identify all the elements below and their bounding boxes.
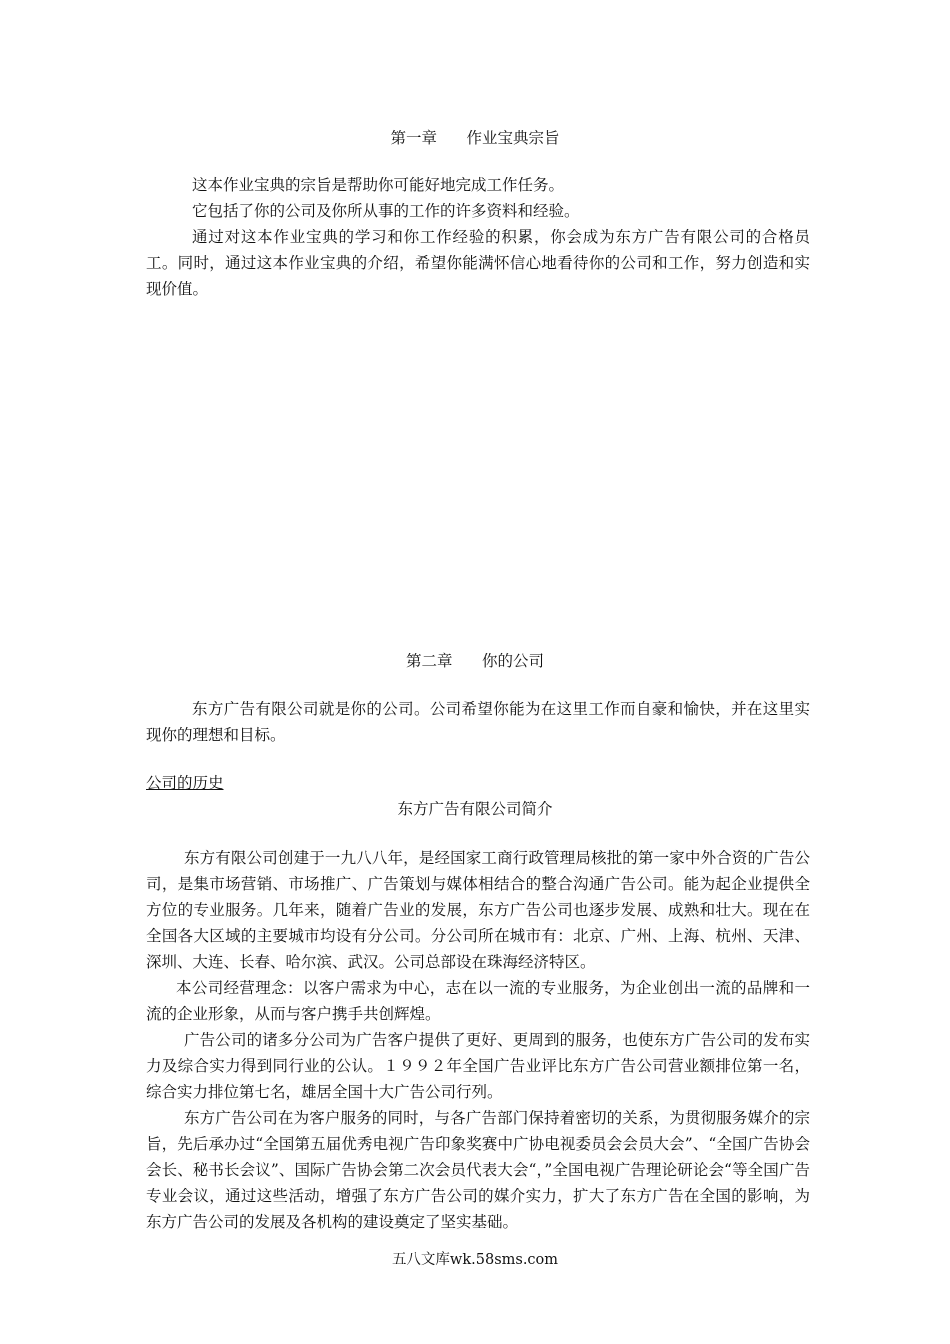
chapter-1-paragraph-1: 这本作业宝典的宗旨是帮助你可能好地完成工作任务。 <box>192 176 565 194</box>
chapter-2-title: 第二章 你的公司 <box>405 652 545 670</box>
profile-paragraph-4: 东方广告公司在为客户服务的同时，与各广告部门保持着密切的关系，为贯彻服务媒介的宗旨，先后承办过“全国第五届优秀电视广告印象奖赛中广协电视委员会会员大会”、“全国广告协会会长、秘书长会议”、国际广告协会第二次会员代表大会“，”全国电视广告理论研论会“等全国广告专业会议，通过这些活动，增强了东方广告公司的媒介实力，扩大了东方广告在全国的影响，为东方广告公司的发展及各机构的建设奠定了坚实基础。 <box>146 1109 810 1231</box>
chapter-2-intro-paragraph: 东方广告有限公司就是你的公司。公司希望你能为在这里工作而自豪和愉快，并在这里实现你的理想和目标。 <box>146 700 810 744</box>
footer-watermark: 五八文库wk.58sms.com <box>391 1252 559 1268</box>
chapter-1-title: 第一章 作业宝典宗旨 <box>390 129 560 147</box>
chapter-1-paragraph-3: 通过对这本作业宝典的学习和你工作经验的积累，你会成为东方广告有限公司的合格员工。同时，通过这本作业宝典的介绍，希望你能满怀信心地看待你的公司和工作，努力创造和实现价值。 <box>146 228 810 298</box>
profile-paragraph-1: 东方有限公司创建于一九八八年，是经国家工商行政管理局核批的第一家中外合资的广告公司，是集市场营销、市场推广、广告策划与媒体相结合的整合沟通广告公司。能为起企业提供全方位的专业服务。几年来，随着广告业的发展，东方广告公司也逐步发展、成熟和壮大。现在在全国各大区域的主要城市均设有分公司。分公司所在城市有：北京、广州、上海、杭州、天津、深圳、大连、长春、哈尔滨、武汉。公司总部设在珠海经济特区。 <box>146 849 810 971</box>
company-profile-body <box>146 845 810 1235</box>
history-heading: 公司的历史 <box>146 774 224 792</box>
chapter-1-body <box>146 172 810 302</box>
profile-paragraph-3: 广告公司的诸多分公司为广告客户提供了更好、更周到的服务，也使东方广告公司的发布实力及综合实力得到同行业的公认。１９９２年全国广告业评比东方广告公司营业额排位第一名，综合实力排位第七名，雄居全国十大广告公司行列。 <box>146 1031 810 1101</box>
chapter-1-paragraph-2: 它包括了你的公司及你所从事的工作的许多资料和经验。 <box>192 202 580 220</box>
chapter-2-intro <box>146 696 810 748</box>
profile-title: 东方广告有限公司简介 <box>397 800 553 818</box>
profile-paragraph-2: 本公司经营理念：以客户需求为中心，志在以一流的专业服务，为企业创出一流的品牌和一流的企业形象，从而与客户携手共创辉煌。 <box>146 979 810 1023</box>
